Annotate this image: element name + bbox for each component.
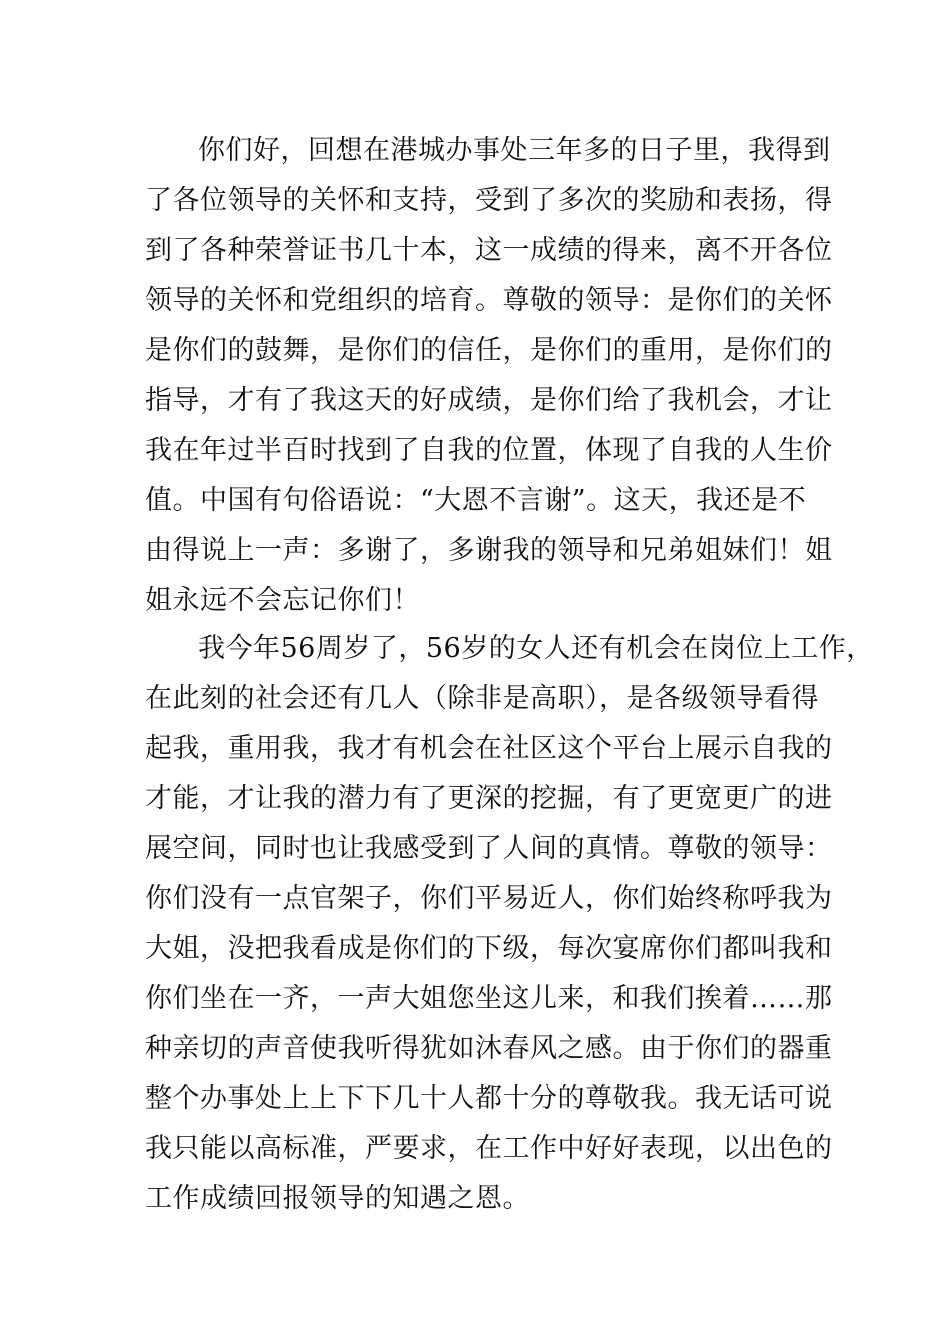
paragraph-2-line-2: 在此刻的社会还有几人（除非是高职），是各级领导看得 bbox=[145, 683, 819, 714]
paragraph-1-line-4: 领导的关怀和党组织的培育。尊敬的领导：是你们的关怀 bbox=[145, 285, 833, 316]
paragraph-2-line-11: 我只能以高标准，严要求，在工作中好好表现，以出色的 bbox=[145, 1133, 833, 1164]
paragraph-1-line-5: 是你们的鼓舞，是你们的信任，是你们的重用，是你们的 bbox=[145, 335, 833, 366]
paragraph-1-line-1: 你们好，回想在港城办事处三年多的日子里，我得到 bbox=[198, 135, 831, 166]
paragraph-2-line-8: 你们坐在一齐，一声大姐您坐这儿来，和我们挨着……那 bbox=[145, 983, 833, 1014]
paragraph-2-line-12: 工作成绩回报领导的知遇之恩。 bbox=[145, 1183, 530, 1214]
paragraph-2-line-4: 才能，才让我的潜力有了更深的挖掘，有了更宽更广的进 bbox=[145, 783, 833, 814]
paragraph-1-line-10: 姐永远不会忘记你们！ bbox=[145, 585, 420, 616]
paragraph-1-line-9: 由得说上一声：多谢了，多谢我的领导和兄弟姐妹们！姐 bbox=[145, 535, 833, 566]
paragraph-1-line-2: 了各位领导的关怀和支持，受到了多次的奖励和表扬，得 bbox=[145, 185, 833, 216]
paragraph-1-line-7: 我在年过半百时找到了自我的位置，体现了自我的人生价 bbox=[145, 435, 833, 466]
paragraph-1-line-6: 指导，才有了我这天的好成绩，是你们给了我机会，才让 bbox=[145, 385, 833, 416]
paragraph-2-line-3: 起我，重用我，我才有机会在社区这个平台上展示自我的 bbox=[145, 733, 833, 764]
paragraph-2-line-10: 整个办事处上上下下几十人都十分的尊敬我。我无话可说 bbox=[145, 1083, 833, 1114]
paragraph-2-line-6: 你们没有一点官架子，你们平易近人，你们始终称呼我为 bbox=[145, 883, 833, 914]
paragraph-2-line-7: 大姐，没把我看成是你们的下级，每次宴席你们都叫我和 bbox=[145, 933, 833, 964]
paragraph-2-line-1: 我今年56周岁了，56岁的女人还有机会在岗位上工作， bbox=[198, 633, 874, 664]
paragraph-2-line-9: 种亲切的声音使我听得犹如沐春风之感。由于你们的器重 bbox=[145, 1033, 833, 1064]
paragraph-1-line-3: 到了各种荣誉证书几十本，这一成绩的得来，离不开各位 bbox=[145, 235, 833, 266]
paragraph-2-line-5: 展空间，同时也让我感受到了人间的真情。尊敬的领导： bbox=[145, 833, 833, 864]
paragraph-1-line-8: 值。中国有句俗语说：“大恩不言谢”。这天，我还是不 bbox=[145, 485, 807, 516]
